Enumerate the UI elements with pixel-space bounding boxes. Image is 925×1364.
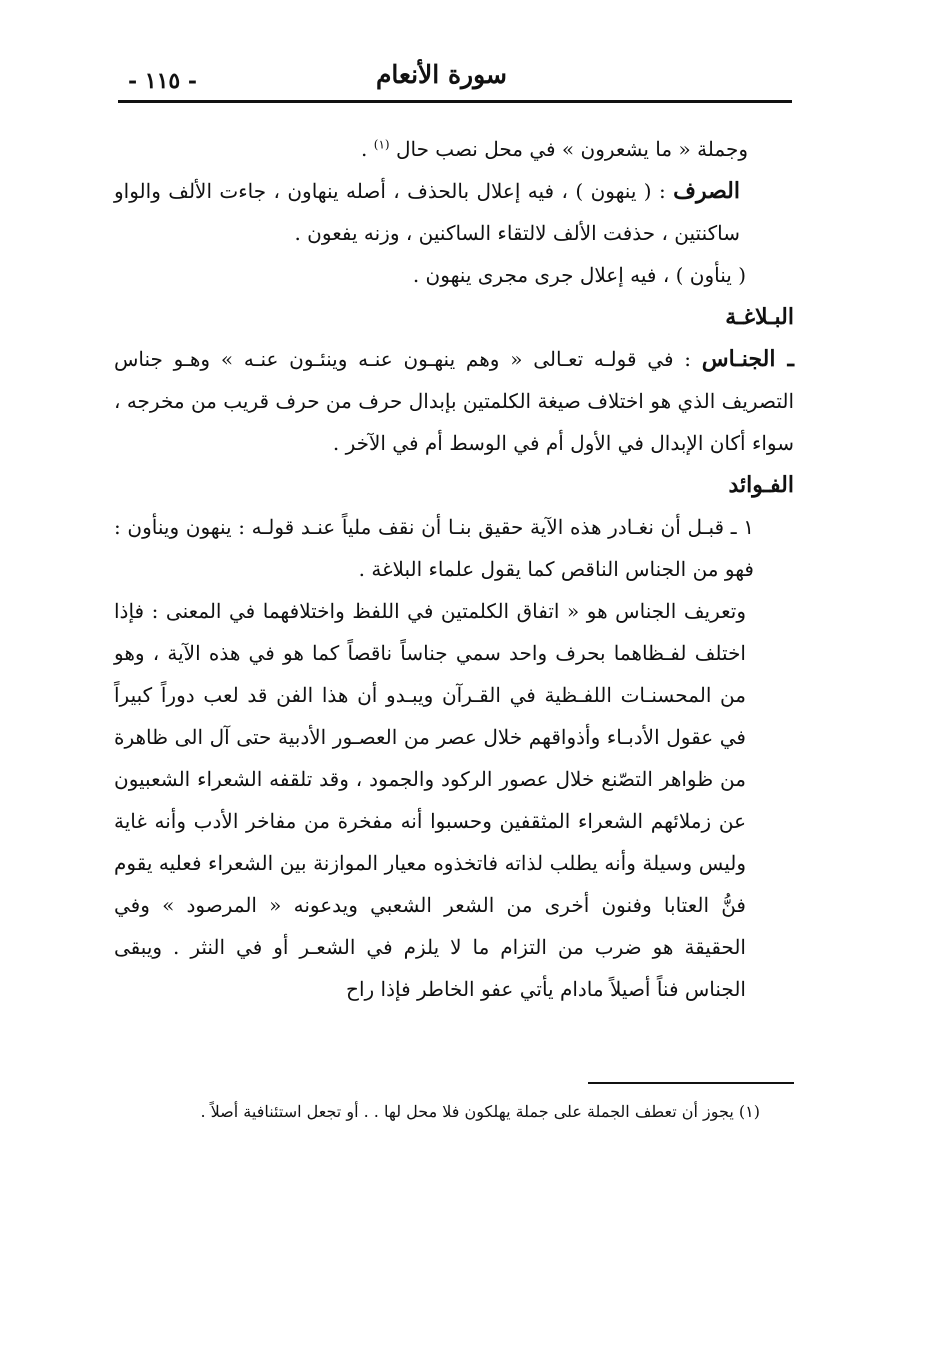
main-text [114, 128, 794, 1010]
paragraph-sarf [114, 170, 794, 254]
sarf-text: : ( ينهون ) ، فيه إعلال بالحذف ، أصله ينهاون ، جاءت الألف والواو ساكنتين ، حذفت الألف لالتقاء الساكنين ، وزنه يفعون . [114, 179, 740, 245]
footnote-text: (١) يجوز أن تعطف الجملة على جملة يهلكون فلا محل لها . . أو تجعل استئنافية أصلاً . [200, 1102, 760, 1121]
jinas-dash: ـ [775, 346, 794, 372]
heading-fawaid: الفـوائد [728, 472, 794, 498]
footnote-divider [588, 1082, 794, 1084]
page-number: - ١١٥ - [128, 68, 198, 94]
paragraph-end: . [361, 137, 374, 161]
paragraph-ma-yashurun [114, 128, 794, 170]
sarf-label: الصرف [673, 178, 740, 204]
paragraph-jinas [114, 338, 794, 464]
paragraph-faida-1: ١ ـ قبـل أن نغـادر هذه الآية حقيق بنـا أن نقف ملياً عنـد قولـه : ينهون وينأون : فهو من الجناس الناقص كما يقول علماء البلاغة . [114, 515, 754, 581]
jinas-label: الجنـاس [701, 346, 776, 372]
paragraph-jinas-definition: وتعريف الجناس هو « اتفاق الكلمتين في اللفظ واختلافهما في المعنى : فإذا اختلف لفـظاهما بحرف واحد سمي جناساً ناقصاً كما هو في هذه الآية ، وهو من المحسنـات اللفـظية في القـرآن ويبـدو أن هذا الفن قد لعب دوراً كبيراً في عقول الأدبـاء وأذواقهم خلال عصر من العصـور الأدبية حتى آل الى ظاهرة من ظواهر التصّنع خلال عصور الركود والجمود ، وقد تلقفه الشعراء الشعبيون عن زملائهم الشعراء المثقفين وحسبوا أنه مفخرة من مفاخر الأدب وأنه غاية وليس وسيلة وأنه يطلب لذاته فاتخذوه معيار الموازنة بين الشعراء فعليه يقوم فنُّ العتابا وفنون أخرى من الشعر الشعبي ويدعونه « المرصود » وفي الحقيقة هو ضرب من التزام ما لا يلزم في الشعـر أو في النثر . ويبقى الجناس فناً أصيلاً مادام يأتي عفو الخاطر فإذا راح [114, 599, 746, 1001]
page-header [118, 56, 792, 103]
heading-balagha: البـلاغـة [725, 304, 794, 330]
surah-title: سورة الأنعام [375, 60, 507, 89]
footnote-marker: (١) [373, 137, 390, 152]
footnote [114, 1096, 794, 1128]
paragraph-yanauna: ( ينأون ) ، فيه إعلال جرى مجرى ينهون . [412, 263, 746, 287]
jinas-text: : في قولـه تعـالى « وهم ينهـون عنـه وينئـون عنـه » وهـو جناس التصريف الذي هو اختلاف صيغة الكلمتين بإبدال حرف من حرف قريب من مخرجه ، سواء أكان الإبدال في الأول أم في الوسط أم في الآخر . [114, 347, 794, 455]
paragraph-text: وجملة « ما يشعرون » في محل نصب حال [395, 137, 748, 161]
